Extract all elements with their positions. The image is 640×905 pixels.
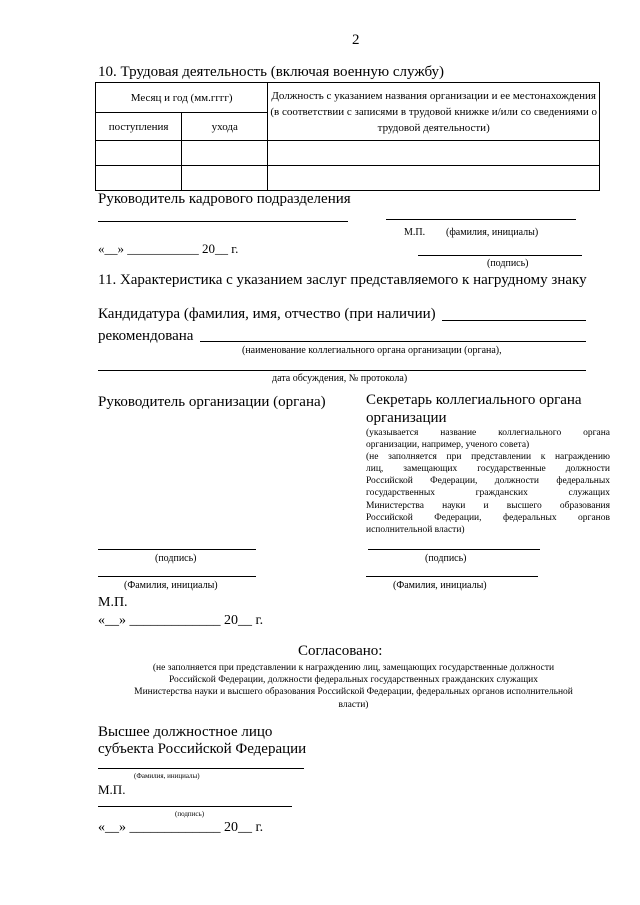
official-sign-line[interactable] <box>98 806 292 807</box>
official-date: «__» _____________ 20__ г. <box>98 820 264 835</box>
hr-head-title: Руководитель кадрового подразделения <box>98 191 351 207</box>
secretary-title-1: Секретарь коллегиального органа <box>366 392 582 408</box>
org-head-name-line[interactable] <box>98 576 256 577</box>
org-head-date: «__» _____________ 20__ г. <box>98 613 264 628</box>
hr-sign-line[interactable] <box>418 255 582 256</box>
section11-title: 11. Характеристика с указанием заслуг представляемого к нагрудному знаку <box>98 272 587 288</box>
col-out: ухода <box>182 113 268 141</box>
hr-sign-caption: (подпись) <box>487 258 529 269</box>
hr-name-caption: (фамилия, инициалы) <box>446 227 539 238</box>
agreed-note: (не заполняется при представлении к награждению лиц, замещающих государственные должности Российской Федерации, должности федеральных государственных гражданских служащих Министерства науки и высшего образования Российской Федерации, федеральных органов исполнительной власти) <box>134 663 573 710</box>
hr-mp: М.П. <box>404 227 426 238</box>
date-caption: дата обсуждения, № протокола) <box>272 373 408 384</box>
secretary-sign-caption: (подпись) <box>425 553 467 564</box>
candidacy-label: Кандидатура (фамилия, имя, отчество (при наличии) <box>98 306 436 322</box>
secretary-sign-line[interactable] <box>368 549 540 550</box>
hr-date: «__» ___________ 20__ г. <box>98 241 239 256</box>
official-title-2: субъекта Российской Федерации <box>98 741 307 757</box>
table-cell[interactable] <box>182 166 268 191</box>
page-number: 2 <box>352 32 360 48</box>
table-cell[interactable] <box>268 166 600 191</box>
secretary-title-2: организации <box>366 410 447 426</box>
secretary-name-line[interactable] <box>366 576 538 577</box>
table-cell[interactable] <box>268 141 600 166</box>
official-mp: М.П. <box>98 782 126 797</box>
agreed-title: Согласовано: <box>298 643 383 659</box>
hr-head-line[interactable] <box>98 221 348 222</box>
official-title-1: Высшее должностное лицо <box>98 724 273 740</box>
section10-title: 10. Трудовая деятельность (включая военную службу) <box>98 64 445 80</box>
table-cell[interactable] <box>96 141 182 166</box>
org-head-sign-line[interactable] <box>98 549 256 550</box>
secretary-name-caption: (Фамилия, инициалы) <box>393 580 487 591</box>
body-caption: (наименование коллегиального органа организации (органа), <box>242 345 502 356</box>
discussion-line[interactable] <box>98 370 586 371</box>
col-month-year: Месяц и год (мм.гггг) <box>96 83 268 113</box>
table-cell[interactable] <box>96 166 182 191</box>
official-name-caption: (Фамилия, инициалы) <box>134 772 200 780</box>
work-history-table <box>95 82 600 191</box>
org-head-title: Руководитель организации (органа) <box>98 394 326 410</box>
secretary-notes: (указывается название коллегиального органа организации, например, ученого совета) (не заполняется при представлении к награждению лиц, замещающих государственные должности Российской Федерации, должности федеральных государственных гражданских служащих Министерства науки и высшего образования Российской Федерации, федеральных органов исполнительной власти) <box>366 428 610 535</box>
org-head-mp: М.П. <box>98 595 128 610</box>
hr-name-line[interactable] <box>386 219 576 220</box>
org-head-sign-caption: (подпись) <box>155 553 197 564</box>
official-sign-caption: (подпись) <box>175 810 205 818</box>
col-position: Должность с указанием названия организации и ее местонахождения (в соответствии с записями в трудовой книжке и/или со сведениями о трудовой деятельности) <box>268 83 600 141</box>
table-cell[interactable] <box>182 141 268 166</box>
recommended-label: рекомендована <box>98 328 194 344</box>
col-in: поступления <box>96 113 182 141</box>
org-head-name-caption: (Фамилия, инициалы) <box>124 580 218 591</box>
recommended-line[interactable] <box>200 341 586 342</box>
candidacy-line[interactable] <box>442 320 586 321</box>
official-name-line[interactable] <box>98 768 304 769</box>
